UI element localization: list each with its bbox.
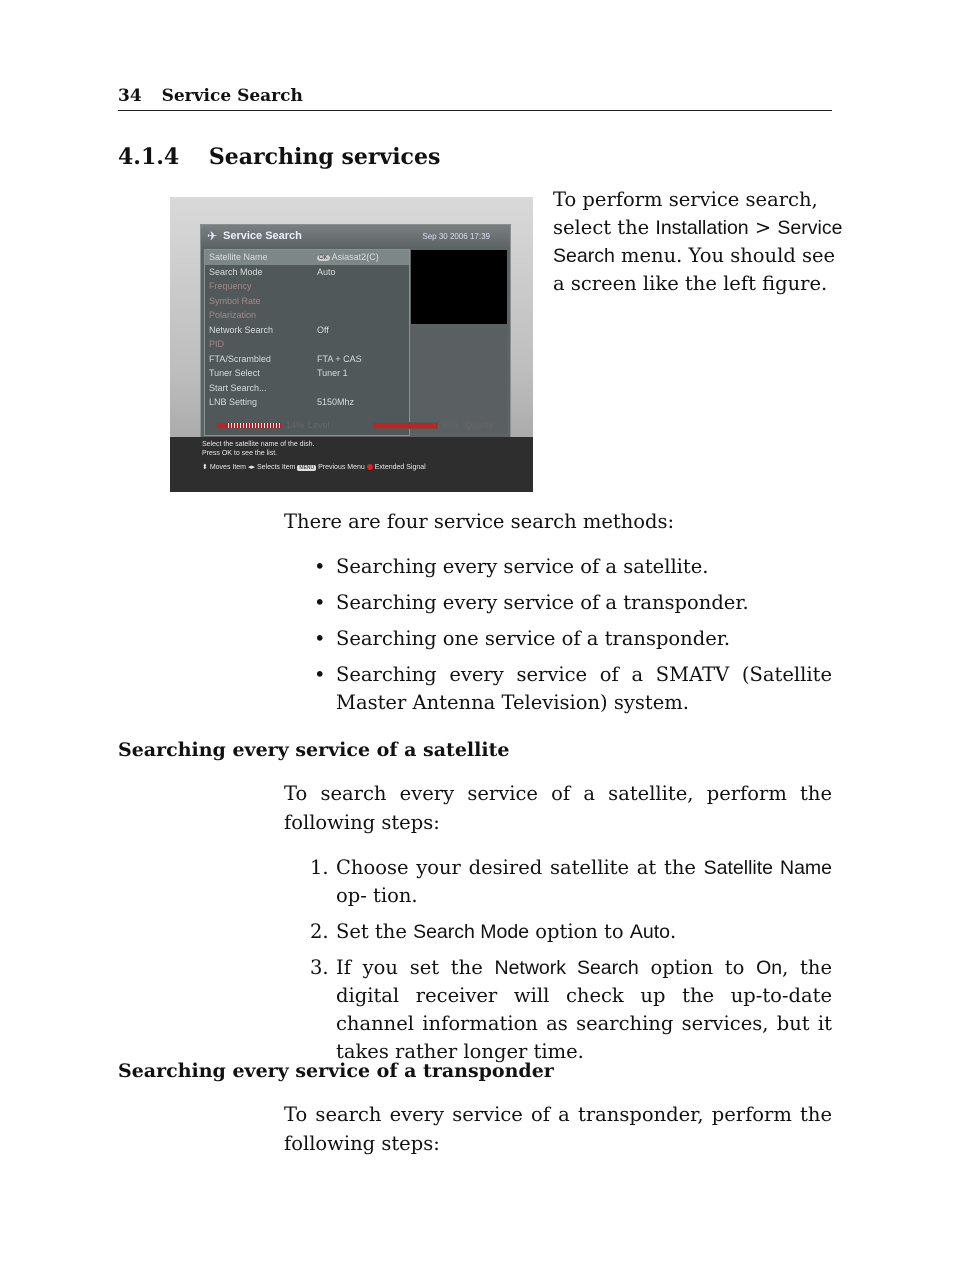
row-label: Polarization (209, 310, 257, 320)
step-text: option to (638, 956, 757, 979)
list-item-text: Searching one service of a transponder. (336, 627, 731, 650)
option-network-search: Network Search (494, 957, 639, 979)
row-label: FTA/Scrambled (209, 353, 271, 364)
menu-row (205, 279, 409, 294)
menu-separator: > (748, 216, 778, 239)
value-on: On (756, 957, 783, 979)
page-number: 34 (118, 86, 142, 106)
row-label: PID (209, 339, 225, 349)
level-bar (216, 422, 282, 429)
row-value (317, 252, 379, 262)
list-item (284, 661, 832, 717)
step-number: 2. (310, 920, 329, 943)
menu-row[interactable] (205, 352, 409, 367)
row-label: Network Search (209, 324, 274, 335)
row-label: Satellite Name (209, 252, 268, 262)
intro-text-2: menu. You should see a screen like the left figure. (553, 244, 836, 295)
list-item (284, 625, 832, 653)
menu-row[interactable] (205, 381, 409, 396)
menu-row (205, 308, 409, 323)
row-value: 5150Mhz (317, 397, 355, 407)
legend-previous: Previous Menu (318, 464, 365, 471)
step-text: . (669, 920, 677, 943)
section-title (118, 144, 440, 170)
step-text: op- tion. (336, 884, 418, 907)
satellite-intro: To search every service of a satellite, perform the following steps: (284, 782, 832, 834)
menu-row[interactable] (205, 366, 409, 381)
left-right-arrows-icon: ◂▸ (247, 464, 255, 471)
bullet-icon: • (314, 591, 326, 614)
help-line-2: Press OK to see the list. (202, 450, 278, 457)
menu-installation: Installation (655, 217, 749, 239)
section-title-text: Searching services (208, 144, 441, 170)
menu-row[interactable] (205, 250, 409, 265)
quality-percent: 99% (441, 420, 460, 430)
subsection-title-transponder: Searching every service of a transponder (118, 1060, 554, 1082)
methods-list (284, 553, 832, 725)
quality-bar (372, 422, 438, 429)
transponder-intro: To search every service of a transponder, perform the following steps: (284, 1103, 832, 1155)
menu-row (205, 294, 409, 309)
satellite-steps (284, 854, 832, 1074)
legend-selects: Selects Item (256, 464, 296, 471)
intro-text-1: To perform service search, select the (553, 188, 818, 239)
step-text: option to (529, 920, 630, 943)
satellite-icon: ✈ (207, 229, 218, 243)
step-number: 1. (310, 856, 329, 879)
level-bar-fill (217, 423, 226, 428)
bullet-icon: • (314, 555, 326, 578)
bullet-icon: • (314, 663, 326, 686)
video-preview (411, 250, 507, 324)
chapter-title: Service Search (161, 86, 303, 106)
bullet-icon: • (314, 627, 326, 650)
row-value: FTA + CAS (317, 353, 362, 364)
row-label: Search Mode (209, 266, 263, 277)
row-label: Symbol Rate (209, 295, 261, 306)
row-value: Tuner 1 (317, 368, 348, 378)
row-value-text: Asiasat2(C) (331, 252, 379, 262)
list-item (284, 553, 832, 581)
intro-paragraph (553, 186, 843, 298)
step-text: If you set the (336, 956, 495, 979)
level-label: Level (308, 420, 330, 430)
row-value: Off (317, 324, 329, 335)
dialog-header (201, 225, 510, 247)
menu-row[interactable] (205, 323, 409, 338)
row-label: Start Search... (209, 382, 267, 393)
up-down-arrows-icon: ⬍ (202, 464, 208, 471)
list-item-text: Searching every service of a transponder. (336, 591, 749, 614)
settings-menu (204, 249, 410, 436)
step-text: Choose your desired satellite at the (336, 856, 704, 879)
dialog-datetime: Sep 30 2006 17:39 (422, 232, 490, 241)
running-header (118, 86, 832, 111)
quality-label: Quality (465, 420, 494, 430)
option-satellite-name: Satellite Name (703, 857, 832, 879)
quality-bar-fill (373, 423, 436, 428)
signal-meters (170, 419, 533, 431)
preview-panel (411, 325, 507, 433)
row-label: Frequency (209, 281, 252, 291)
section-number: 4.1.4 (118, 144, 180, 170)
menu-row[interactable] (205, 395, 409, 410)
list-item-text: Searching every service of a satellite. (336, 555, 709, 578)
step-text: , the digital receiver will check up the up-to-date channel information as searching services, but it takes rather longer time. (336, 956, 832, 1063)
step-number: 3. (310, 956, 329, 979)
row-value: Auto (317, 266, 336, 277)
menu-key-icon: MENU (299, 465, 315, 471)
methods-intro: There are four service search methods: (284, 510, 675, 533)
menu-row[interactable] (205, 265, 409, 280)
ok-key-icon: OK (319, 255, 328, 261)
red-button-icon (367, 464, 373, 470)
list-item (284, 918, 832, 946)
list-item (284, 854, 832, 910)
row-label: Tuner Select (209, 368, 260, 378)
dialog-title: Service Search (223, 230, 302, 242)
service-search-dialog (200, 224, 511, 438)
key-legend (202, 463, 426, 471)
list-item-text: Searching every service of a SMATV (Satellite Master Antenna Television) system. (336, 663, 832, 714)
row-label: LNB Setting (209, 397, 258, 407)
legend-extended: Extended Signal (374, 464, 426, 471)
value-auto: Auto (629, 921, 670, 943)
menu-service-search: Service Search (553, 217, 843, 267)
help-line-1: Select the satellite name of the dish. (202, 441, 315, 448)
menu-row (205, 337, 409, 352)
subsection-title-satellite: Searching every service of a satellite (118, 739, 510, 761)
list-item (284, 589, 832, 617)
legend-moves: Moves Item (209, 464, 247, 471)
option-search-mode: Search Mode (413, 921, 530, 943)
list-item (284, 954, 832, 1066)
step-text: Set the (336, 920, 414, 943)
level-percent: 14% (286, 420, 305, 430)
service-search-screenshot (170, 197, 533, 492)
help-bar (170, 437, 533, 492)
